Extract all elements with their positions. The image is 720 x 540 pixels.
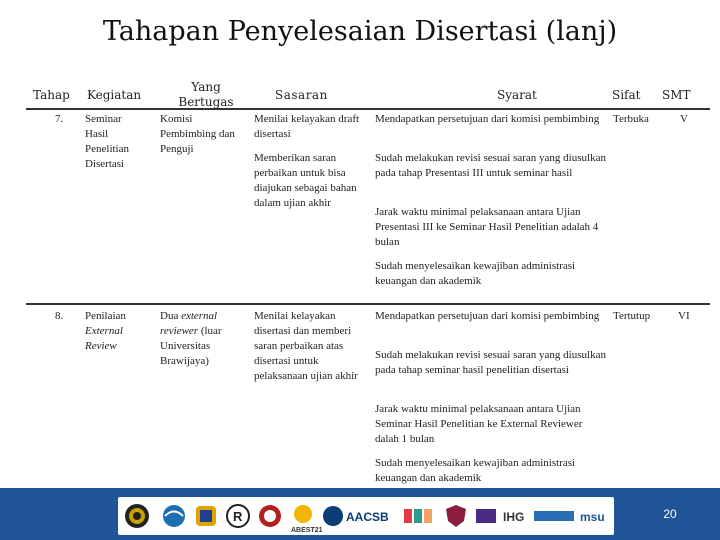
ihg-label: IHG xyxy=(503,510,525,524)
usm-logo-icon xyxy=(474,503,498,529)
bertugas-em: external reviewer xyxy=(160,310,218,337)
row-syarat-4: Sudah menyelesaikan kewajiban administrasi keuangan dan akademik xyxy=(375,260,576,287)
header-sifat: Sifat xyxy=(612,88,641,102)
colorful-logo-icon xyxy=(402,503,438,529)
kegiatan-em: External Review xyxy=(85,325,123,352)
row-kegiatan-text: Penilaian External Review xyxy=(85,310,126,352)
row-smt: VI xyxy=(678,310,690,322)
hague-logo-icon xyxy=(532,503,576,529)
row-syarat-3: Jarak waktu minimal pelaksanaan antara Ujian Seminar Hasil Penelitian ke External Reviewer dalah 1 bulan xyxy=(375,403,583,445)
aacsb-label: AACSB xyxy=(346,510,389,524)
bertugas-suffix: (luar Universitas Brawijaya) xyxy=(160,325,222,367)
shield-logo-icon xyxy=(444,503,468,529)
header-tahap: Tahap xyxy=(33,88,70,102)
ihg-logo-icon xyxy=(502,503,526,529)
header-smt: SMT xyxy=(662,88,691,102)
abest21-logo-icon xyxy=(290,503,323,534)
header-kegiatan: Kegiatan xyxy=(87,88,142,102)
page-number: 20 xyxy=(663,507,677,521)
row-yang-bertugas xyxy=(160,309,244,369)
university-seal-icon xyxy=(124,503,150,529)
registered-logo-icon xyxy=(226,503,250,529)
row-sifat: Tertutup xyxy=(613,310,651,322)
row-yang-bertugas: Komisi Pembimbing dan Penguji xyxy=(160,113,235,155)
row-divider xyxy=(26,303,710,305)
msu-label: msu xyxy=(580,510,605,524)
row-kegiatan xyxy=(85,309,149,354)
row-syarat-1: Mendapatkan persetujuan dari komisi pembimbing xyxy=(375,113,600,125)
row-tahap: 8. xyxy=(55,310,64,322)
badge-logo-icon xyxy=(258,503,282,529)
page-title: Tahapan Penyelesaian Disertasi (lanj) xyxy=(102,16,618,47)
row-syarat-1: Mendapatkan persetujuan dari komisi pembimbing xyxy=(375,310,600,322)
crest-logo-icon xyxy=(194,503,218,529)
abest21-label: ABEST21 xyxy=(291,527,323,534)
header-syarat: Syarat xyxy=(497,88,537,102)
msu-logo-icon xyxy=(578,503,610,529)
aacsb-logo-icon xyxy=(322,503,396,529)
row-syarat-4: Sudah menyelesaikan kewajiban administrasi keuangan dan akademik xyxy=(375,457,576,484)
row-sasaran-2: Memberikan saran perbaikan untuk bisa diajukan sebagai bahan dalam ujian akhir xyxy=(254,152,357,209)
row-smt: V xyxy=(680,113,688,125)
logo-strip xyxy=(118,497,614,535)
row-syarat-2: Sudah melakukan revisi sesuai saran yang diusulkan pada tahap Presentasi III untuk seminar hasil xyxy=(375,152,606,179)
row-syarat-3: Jarak waktu minimal pelaksanaan antara Ujian Presentasi III ke Seminar Hasil Penelitian adalah 4 bulan xyxy=(375,206,599,248)
header-sasaran: Sasaran xyxy=(275,88,328,102)
row-sifat: Terbuka xyxy=(613,113,649,125)
bertugas-prefix: Dua xyxy=(160,310,179,322)
row-kegiatan: Seminar Hasil Penelitian Disertasi xyxy=(85,113,129,170)
row-sasaran-1: Menilai kelayakan disertasi dan memberi saran perbaikan atas disertasi untuk pelaksanaan ujian akhir xyxy=(254,310,358,382)
row-syarat-2: Sudah melakukan revisi sesuai saran yang diusulkan pada tahap seminar hasil penelitian disertasi xyxy=(375,349,606,376)
row-tahap: 7. xyxy=(55,113,64,125)
header-yang-bertugas: Yang Bertugas xyxy=(178,80,234,109)
row-sasaran-1: Menilai kelayakan draft disertasi xyxy=(254,113,360,140)
header-divider xyxy=(26,108,710,110)
globe-logo-icon xyxy=(162,503,186,529)
svg-text:R: R xyxy=(233,509,243,524)
